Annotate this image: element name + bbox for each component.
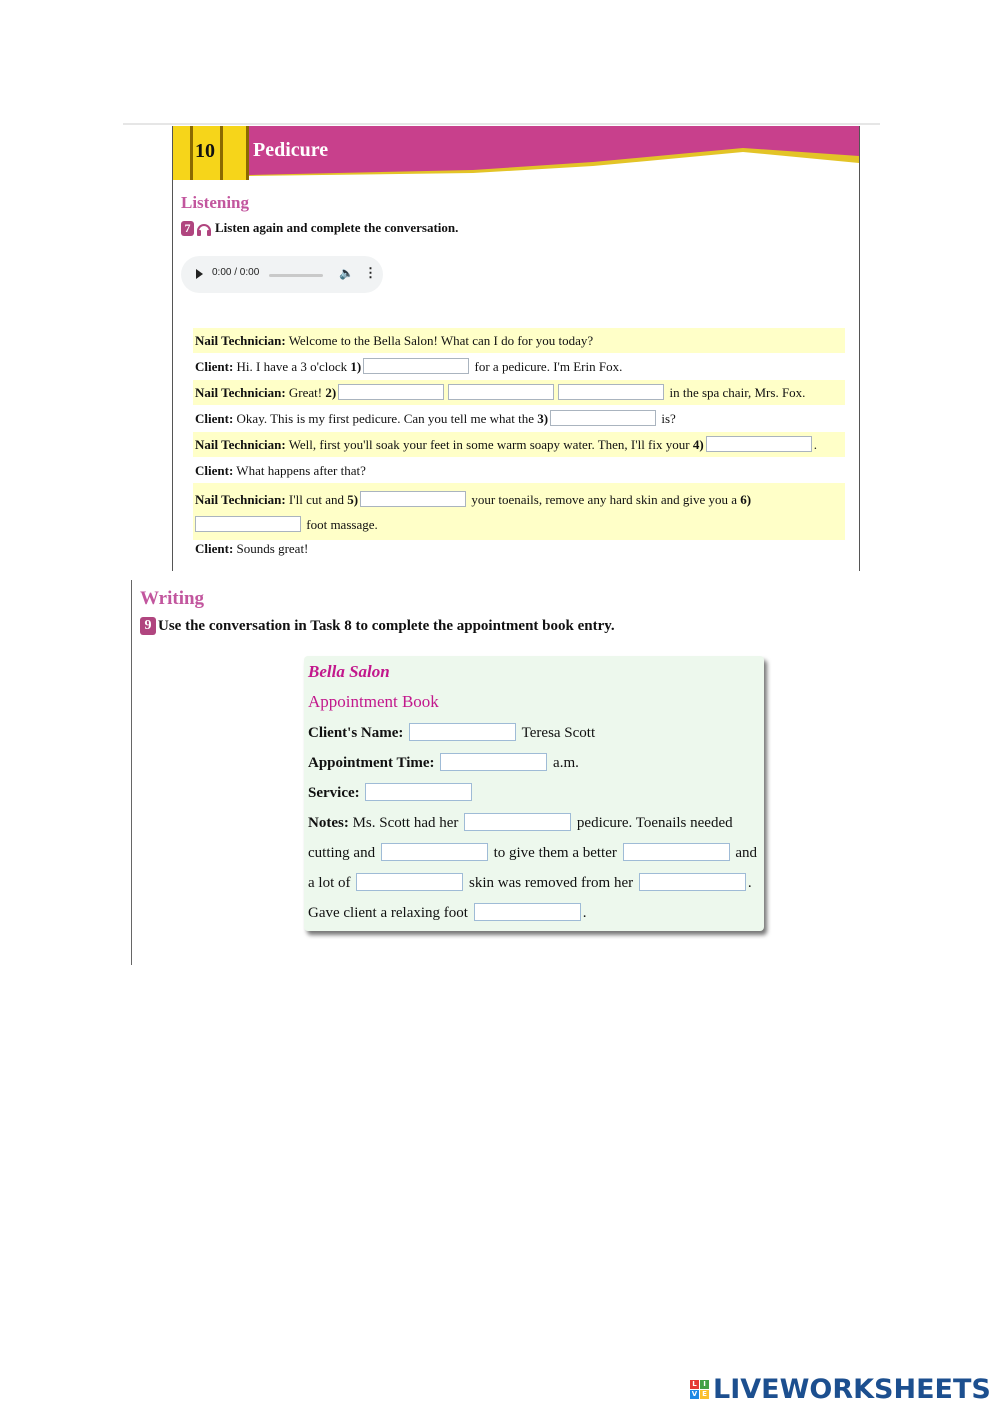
line-text: in the spa chair, Mrs. Fox. — [669, 385, 806, 400]
task-number-badge: 7 — [181, 221, 194, 236]
listening-instruction: Listen again and complete the conversation. — [215, 220, 459, 235]
line-text: . — [813, 437, 817, 452]
gap-number: 1) — [350, 359, 362, 374]
field-label: Client's Name: — [308, 725, 404, 741]
notes-input-1[interactable] — [464, 813, 571, 831]
answer-input-2a[interactable] — [338, 384, 444, 400]
line-text: Teresa Scott — [521, 725, 596, 741]
writing-instruction: Use the conversation in Task 8 to complete the appointment book entry. — [158, 617, 615, 634]
book-line-time — [308, 753, 579, 773]
field-label: Appointment Time: — [308, 755, 435, 771]
task-number-badge: 9 — [140, 617, 156, 635]
line-text: Hi. I have a 3 o'clock — [236, 359, 348, 374]
client-name-input[interactable] — [409, 723, 516, 741]
line-text: Well, first you'll soak your feet in some warm soapy water. Then, I'll fix your — [288, 437, 690, 452]
conversation-line — [193, 483, 845, 540]
notes-input-5[interactable] — [639, 873, 746, 891]
speaker-label: Client: — [195, 463, 234, 478]
speaker-label: Nail Technician: — [195, 492, 286, 507]
headphones-icon — [196, 221, 212, 236]
logo-cube-letter: V — [691, 1390, 698, 1398]
line-text: is? — [661, 411, 676, 426]
line-text: Welcome to the Bella Salon! What can I do for you today? — [288, 333, 594, 348]
unit-number: 10 — [195, 140, 215, 162]
line-text: . — [747, 875, 752, 891]
line-text: Okay. This is my first pedicure. Can you tell me what the — [236, 411, 535, 426]
conversation-line — [193, 406, 845, 431]
gap-number: 4) — [692, 437, 704, 452]
field-label: Service: — [308, 785, 360, 801]
audio-player[interactable] — [181, 256, 383, 293]
line-text: Ms. Scott had her — [352, 815, 459, 831]
answer-input-2b[interactable] — [448, 384, 554, 400]
answer-input-3[interactable] — [550, 410, 656, 426]
line-text: cutting and — [308, 845, 376, 861]
writing-task — [140, 617, 615, 635]
conversation-line — [193, 354, 845, 379]
answer-input-2c[interactable] — [558, 384, 664, 400]
line-text: for a pedicure. I'm Erin Fox. — [474, 359, 623, 374]
book-subtitle: Appointment Book — [308, 692, 439, 711]
unit-title: Pedicure — [253, 139, 329, 161]
notes-input-2[interactable] — [381, 843, 488, 861]
appointment-time-input[interactable] — [440, 753, 547, 771]
logo-cube-letter: I — [700, 1380, 709, 1389]
audio-seek-bar[interactable] — [269, 274, 323, 277]
answer-input-4[interactable] — [706, 436, 812, 452]
play-icon[interactable] — [196, 269, 203, 279]
speaker-label: Nail Technician: — [195, 385, 286, 400]
speaker-label: Client: — [195, 411, 234, 426]
conversation-line — [193, 432, 845, 457]
line-text: What happens after that? — [236, 463, 366, 478]
speaker-label: Nail Technician: — [195, 437, 286, 452]
line-text: a lot of — [308, 875, 351, 891]
line-text: Great! — [288, 385, 323, 400]
book-line-notes-1 — [308, 813, 733, 833]
speaker-label: Client: — [195, 359, 234, 374]
line-text: foot massage. — [306, 517, 378, 532]
gap-number: 6) — [740, 492, 752, 507]
answer-input-1[interactable] — [363, 358, 469, 374]
writing-heading: Writing — [140, 588, 205, 609]
field-label: Notes: — [308, 815, 349, 831]
gap-number: 5) — [347, 492, 359, 507]
more-options-icon[interactable]: ⋮ — [364, 265, 377, 280]
logo-cube-letter: L — [690, 1380, 699, 1389]
gap-number: 2) — [325, 385, 337, 400]
gap-number: 3) — [537, 411, 549, 426]
notes-input-4[interactable] — [356, 873, 463, 891]
unit-banner — [173, 126, 859, 180]
line-text: Gave client a relaxing foot — [308, 905, 468, 921]
listening-heading: Listening — [181, 193, 250, 212]
listening-task — [181, 220, 458, 236]
answer-input-6[interactable] — [195, 516, 301, 532]
top-divider — [123, 123, 880, 125]
liveworksheets-logo — [690, 1374, 991, 1405]
book-line-name — [308, 723, 595, 743]
line-text: your toenails, remove any hard skin and give you a — [471, 492, 738, 507]
line-text: Sounds great! — [236, 541, 309, 556]
audio-time: 0:00 / 0:00 — [212, 267, 260, 278]
appointment-book — [304, 656, 764, 931]
conversation-line — [193, 380, 845, 405]
line-text: . — [582, 905, 587, 921]
line-text: and — [735, 845, 758, 861]
book-line-notes-3 — [308, 873, 752, 893]
line-text: I'll cut and — [288, 492, 344, 507]
service-input[interactable] — [365, 783, 472, 801]
logo-cube-letter: E — [700, 1390, 709, 1399]
line-text: to give them a better — [493, 845, 617, 861]
book-line-notes-2 — [308, 843, 757, 863]
conversation-line — [193, 536, 845, 561]
line-text: skin was removed from her — [469, 875, 634, 891]
notes-input-6[interactable] — [474, 903, 581, 921]
writing-divider — [131, 580, 132, 965]
book-line-service — [308, 783, 474, 803]
conversation-line — [193, 328, 845, 353]
conversation-line — [193, 458, 845, 483]
speaker-label: Client: — [195, 541, 234, 556]
logo-wordmark: LIVEWORKSHEETS — [713, 1374, 991, 1405]
line-text: a.m. — [553, 755, 579, 771]
notes-input-3[interactable] — [623, 843, 730, 861]
logo-cube-icon — [690, 1380, 709, 1399]
book-brand: Bella Salon — [308, 662, 390, 681]
listening-panel — [172, 126, 860, 571]
book-line-notes-4 — [308, 903, 586, 923]
line-text: pedicure. Toenails needed — [576, 815, 733, 831]
speaker-label: Nail Technician: — [195, 333, 286, 348]
volume-icon[interactable]: 🔈 — [339, 266, 354, 280]
answer-input-5[interactable] — [360, 491, 466, 507]
